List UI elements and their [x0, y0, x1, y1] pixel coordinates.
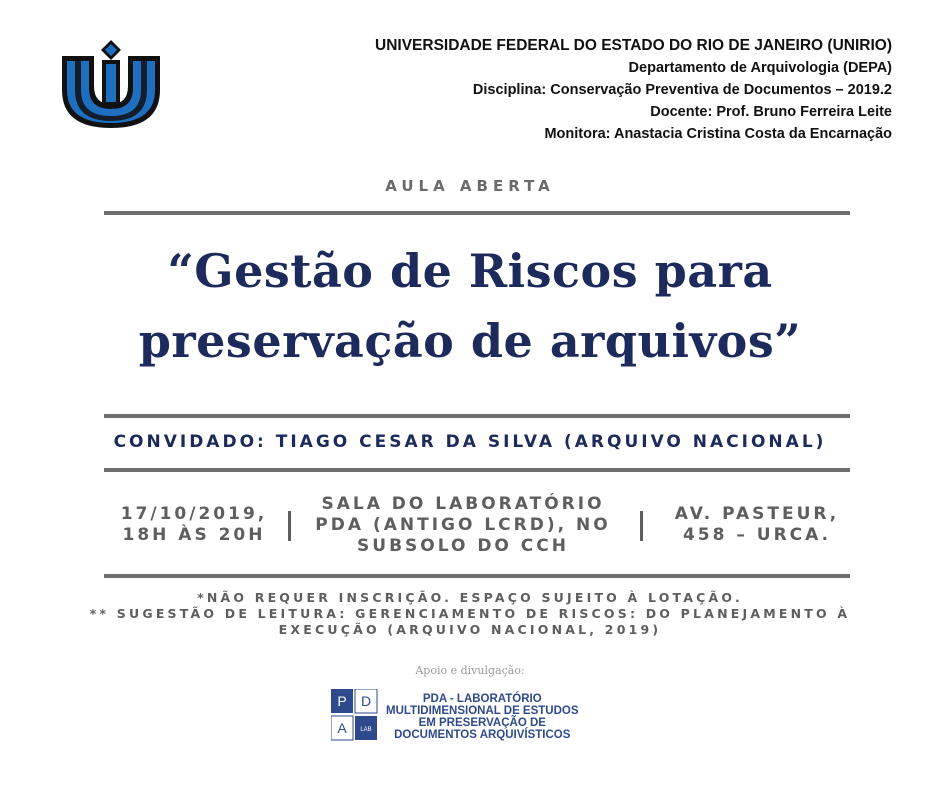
- venue-line-2: PDA (ANTIGO LCRD), NO: [315, 515, 611, 535]
- time-line: 18H ÀS 20H: [122, 525, 266, 545]
- separator-1: [288, 511, 291, 541]
- department-name: Departamento de Arquivologia (DEPA): [628, 60, 892, 76]
- divider-4: [104, 574, 850, 578]
- note-reading-2: EXECUÇÃO (ARQUIVO NACIONAL, 2019): [278, 622, 662, 637]
- pda-letter-d: D: [360, 693, 372, 709]
- title-line-2: preservação de arquivos”: [138, 314, 802, 368]
- date-time: [112, 504, 276, 546]
- address-line-2: 458 – URCA.: [682, 525, 832, 545]
- event-title: [0, 236, 940, 376]
- support-label: Apoio e divulgação:: [415, 664, 525, 677]
- notes-block: [0, 590, 940, 638]
- pda-letter-lab: LAB: [360, 727, 372, 733]
- pda-org-line-3: EM PRESERVAÇÃO DE: [418, 717, 546, 729]
- separator-2: [640, 511, 643, 541]
- pda-org-line-4: DOCUMENTOS ARQUIVÍSTICOS: [394, 729, 571, 741]
- divider-top: [104, 211, 850, 215]
- address: [664, 504, 850, 546]
- header-block: [375, 35, 892, 145]
- venue: [302, 494, 624, 557]
- teacher-name: Docente: Prof. Bruno Ferreira Leite: [650, 104, 892, 120]
- title-line-1: “Gestão de Riscos para: [167, 244, 773, 298]
- note-reading-1: ** SUGESTÃO DE LEITURA: GERENCIAMENTO DE RISCOS: DO PLANEJAMENTO À: [89, 606, 851, 621]
- pda-org-line-1: PDA - LABORATÓRIO: [422, 693, 542, 705]
- date-line: 17/10/2019,: [120, 504, 268, 524]
- pda-lab-logo: [331, 689, 379, 742]
- note-registration: *NÃO REQUER INSCRIÇÃO. ESPAÇO SUJEITO À LOTAÇÃO.: [197, 590, 743, 605]
- venue-line-3: SUBSOLO DO CCH: [357, 536, 569, 556]
- pda-letter-a: A: [337, 720, 347, 736]
- course-name: Disciplina: Conservação Preventiva de Documentos – 2019.2: [472, 82, 892, 98]
- unirio-logo: [58, 38, 164, 132]
- venue-line-1: SALA DO LABORATÓRIO: [321, 494, 605, 514]
- pda-letter-p: P: [337, 693, 347, 709]
- university-name: UNIVERSIDADE FEDERAL DO ESTADO DO RIO DE JANEIRO (UNIRIO): [375, 37, 892, 54]
- address-line-1: AV. PASTEUR,: [674, 504, 840, 524]
- event-kicker: AULA ABERTA: [385, 177, 555, 195]
- monitor-name: Monitora: Anastacia Cristina Costa da Encarnação: [544, 126, 892, 142]
- pda-org-line-2: MULTIDIMENSIONAL DE ESTUDOS: [386, 705, 579, 717]
- divider-2: [104, 414, 850, 418]
- divider-3: [104, 468, 850, 472]
- pda-org-name: [386, 693, 579, 741]
- guest-speaker: CONVIDADO: TIAGO CESAR DA SILVA (ARQUIVO NACIONAL): [113, 432, 827, 452]
